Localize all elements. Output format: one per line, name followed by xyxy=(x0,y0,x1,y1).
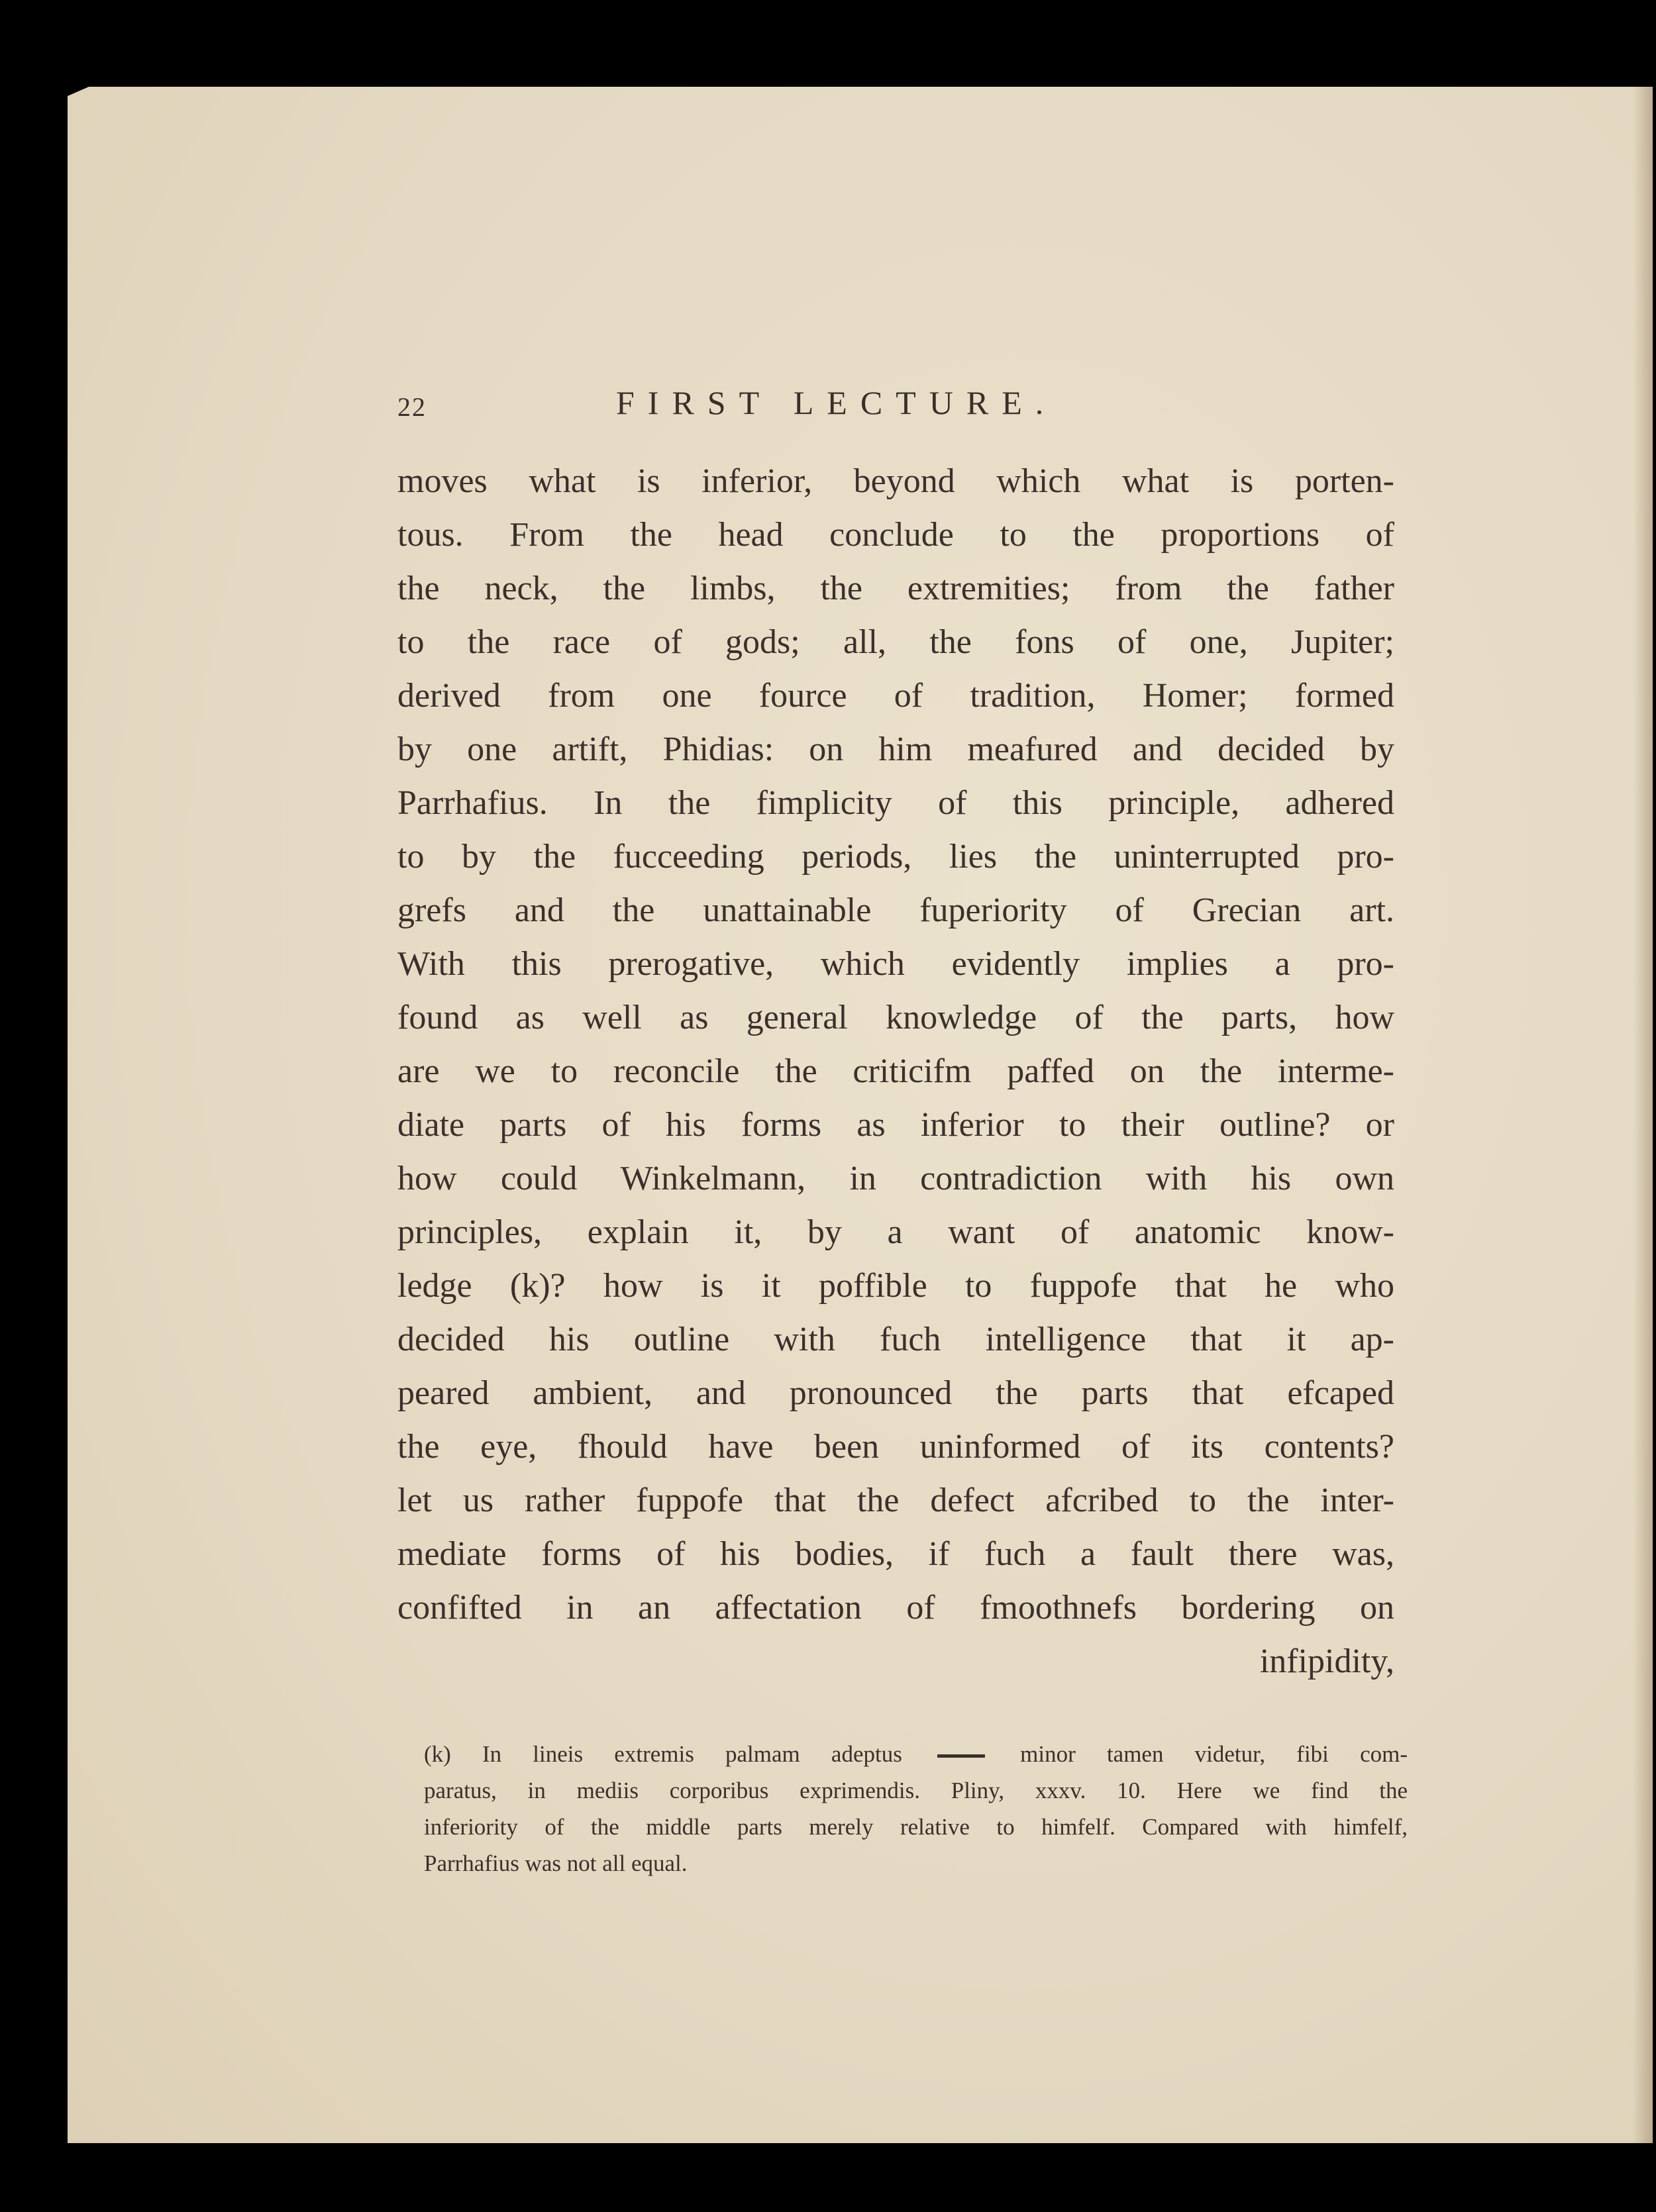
footnote-line xyxy=(424,1736,1408,1772)
body-line: derived from one fource of tradition, Homer; formed xyxy=(397,677,1394,715)
body-line: let us rather fuppofe that the defect afcribed to the inter- xyxy=(397,1482,1394,1519)
footnote-text: In lineis extremis palmam adeptus xyxy=(482,1741,902,1767)
body-line: grefs and the unattainable fuperiority of Grecian art. xyxy=(397,891,1394,929)
body-line: the neck, the limbs, the extremities; from the father xyxy=(397,570,1394,607)
body-line: found as well as general knowledge of the parts, how xyxy=(397,999,1394,1036)
body-line: to by the fucceeding periods, lies the uninterrupted pro- xyxy=(397,838,1394,876)
body-line: Parrhafius. In the fimplicity of this principle, adhered xyxy=(397,784,1394,822)
body-line: decided his outline with fuch intelligence that it ap- xyxy=(397,1321,1394,1358)
footnote-line: inferiority of the middle parts merely relative to himfelf. Compared with himfelf, xyxy=(424,1814,1408,1840)
body-line: the eye, fhould have been uninformed of its contents? xyxy=(397,1428,1394,1466)
body-line: principles, explain it, by a want of anatomic know- xyxy=(397,1213,1394,1251)
body-line: diate parts of his forms as inferior to their outline? or xyxy=(397,1106,1394,1144)
body-line: moves what is inferior, beyond which what is porten- xyxy=(397,462,1394,500)
body-line: by one artift, Phidias: on him meafured and decided by xyxy=(397,730,1394,768)
body-line: peared ambient, and pronounced the parts that efcaped xyxy=(397,1374,1394,1412)
book-page xyxy=(68,87,1653,2143)
body-text xyxy=(397,454,1394,1688)
footnote-text: minor tamen videtur, fibi com- xyxy=(1020,1741,1408,1767)
body-line: With this prerogative, which evidently implies a pro- xyxy=(397,945,1394,983)
footnote-line: Parrhafius was not all equal. xyxy=(424,1850,688,1876)
catchword-line: infipidity, xyxy=(1259,1642,1394,1680)
footnote-dash-rule xyxy=(937,1754,985,1758)
page-number: 22 xyxy=(397,392,427,422)
body-line: mediate forms of his bodies, if fuch a fault there was, xyxy=(397,1535,1394,1573)
footnote-line: paratus, in mediis corporibus exprimendis. Pliny, xxxv. 10. Here we find the xyxy=(424,1778,1408,1803)
page-header xyxy=(68,383,1653,430)
body-line: are we to reconcile the criticifm paffed on the interme- xyxy=(397,1052,1394,1090)
running-title: FIRST LECTURE. xyxy=(616,384,1057,421)
page-corner-fold xyxy=(68,87,89,96)
body-line: how could Winkelmann, in contradiction with his own xyxy=(397,1160,1394,1197)
body-line: ledge (k)? how is it poffible to fuppofe that he who xyxy=(397,1267,1394,1305)
body-line: confifted in an affectation of fmoothnefs bordering on xyxy=(397,1589,1394,1627)
body-line: to the race of gods; all, the fons of one, Jupiter; xyxy=(397,623,1394,661)
footnote-marker: (k) xyxy=(424,1741,451,1767)
footnote xyxy=(424,1736,1408,1882)
body-line: tous. From the head conclude to the proportions of xyxy=(397,516,1394,554)
